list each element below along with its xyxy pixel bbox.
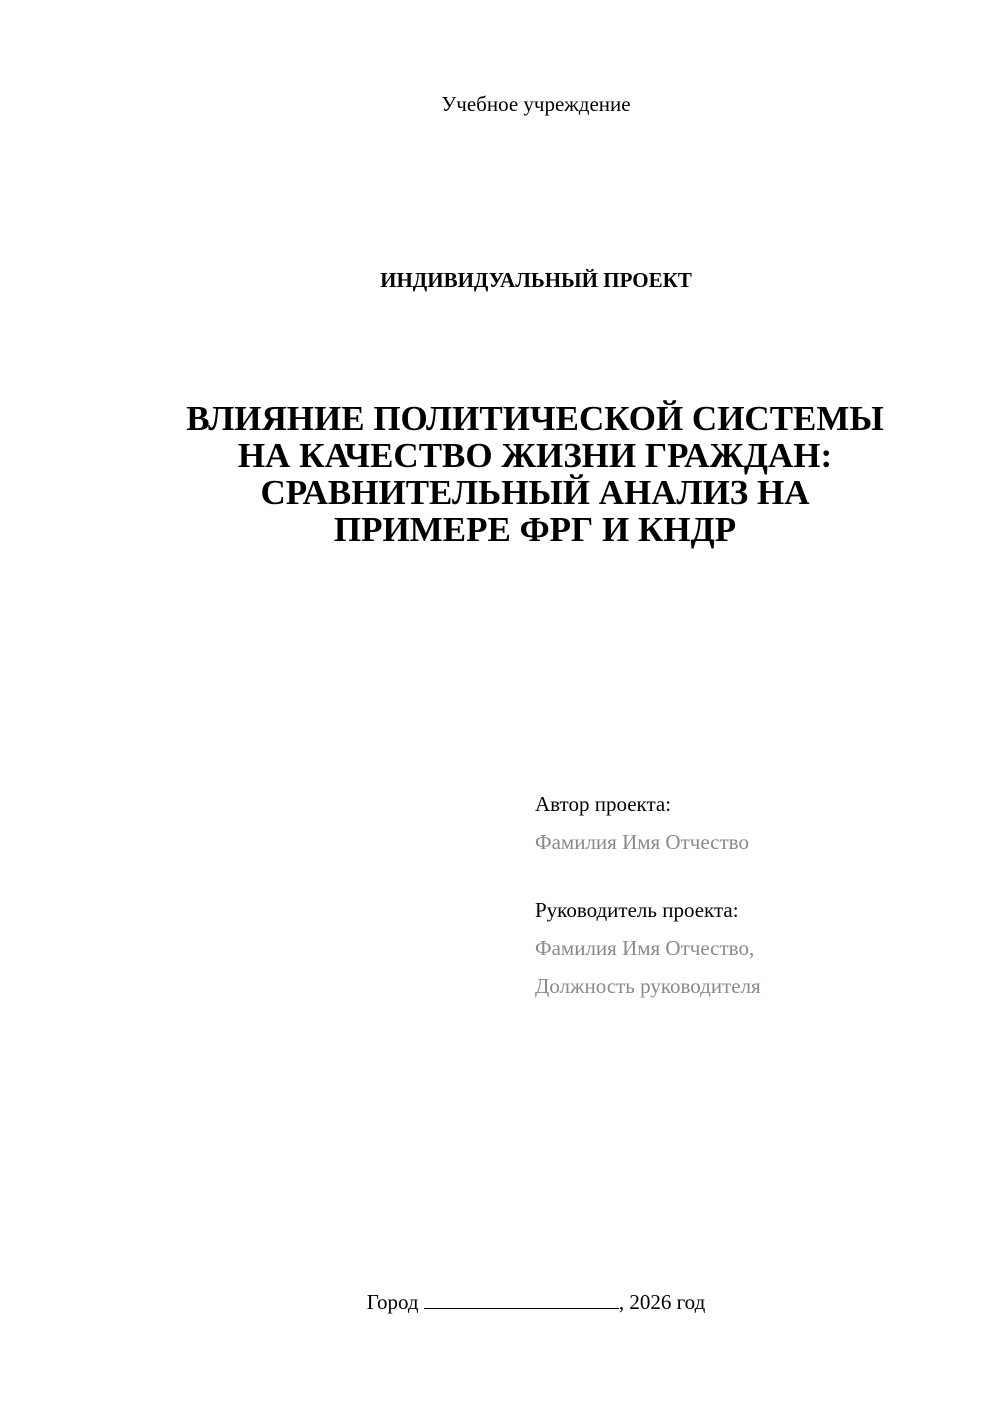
supervisor-block [535, 891, 761, 1005]
city-blank-line [424, 1290, 619, 1309]
project-title [100, 400, 970, 548]
supervisor-position: Должность руководителя [535, 974, 761, 998]
author-name: Фамилия Имя Отчество [535, 830, 749, 854]
supervisor-label: Руководитель проекта: [535, 898, 739, 922]
title-line: ПРИМЕРЕ ФРГ И КНДР [333, 510, 737, 549]
title-line: СРАВНИТЕЛЬНЫЙ АНАЛИЗ НА [260, 473, 810, 512]
supervisor-name: Фамилия Имя Отчество, [535, 936, 755, 960]
author-label: Автор проекта: [535, 792, 672, 816]
city-year-line [0, 1290, 1000, 1315]
title-line: НА КАЧЕСТВО ЖИЗНИ ГРАЖДАН: [237, 436, 833, 475]
document-type: ИНДИВИДУАЛЬНЫЙ ПРОЕКТ [380, 268, 692, 292]
institution-name: Учебное учреждение [441, 92, 631, 116]
title-line: ВЛИЯНИЕ ПОЛИТИЧЕСКОЙ СИСТЕМЫ [186, 399, 884, 438]
city-label: Город [366, 1290, 419, 1314]
year-text: , 2026 год [618, 1290, 706, 1314]
author-block [535, 785, 749, 861]
